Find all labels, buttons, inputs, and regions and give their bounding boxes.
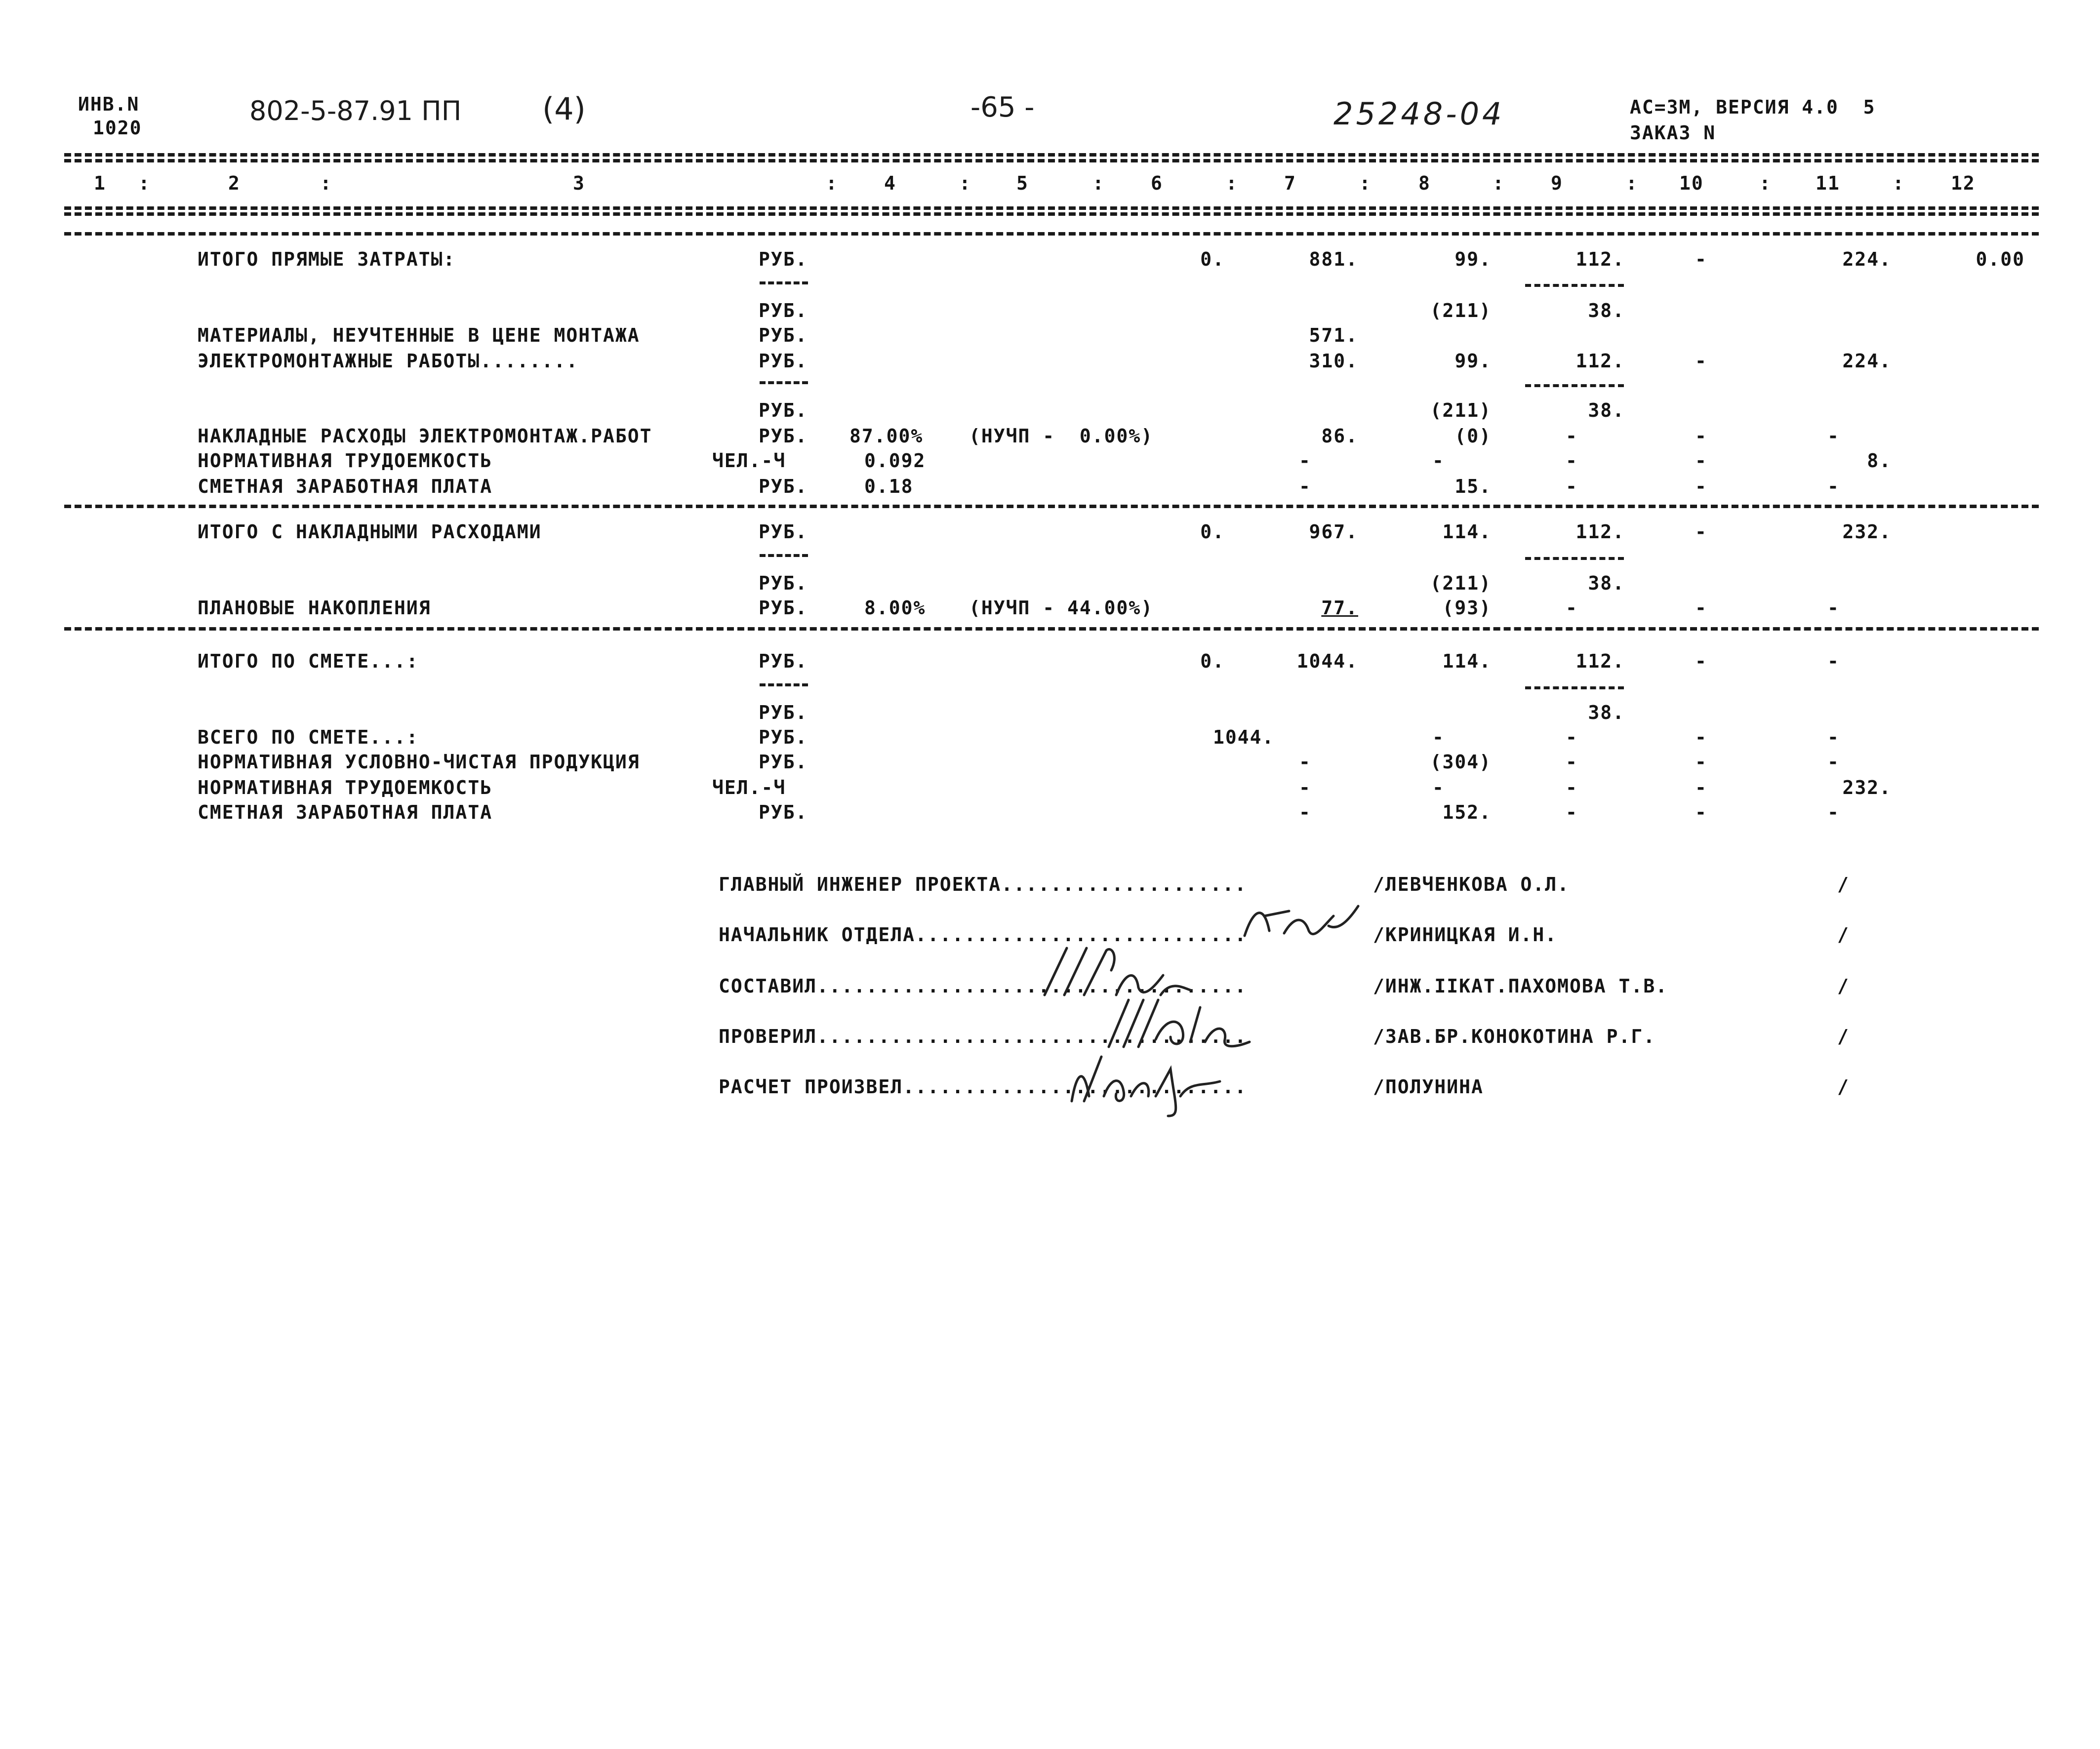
- value-col7: -: [1299, 450, 1311, 472]
- column-header: 5: [1016, 172, 1029, 194]
- unit: РУБ.: [759, 425, 808, 447]
- signature-name: /ЛЕВЧЕНКОВА О.Л.: [1373, 874, 1570, 895]
- unit: ЧЕЛ.-Ч: [712, 777, 786, 798]
- separator-line: [64, 212, 2039, 216]
- underline: [760, 381, 808, 384]
- signature-slash: /: [1837, 1076, 1850, 1098]
- value-col11: -: [1827, 751, 1840, 773]
- value-col9: 112.: [1575, 350, 1625, 372]
- value-col7: -: [1299, 751, 1311, 773]
- value-col8: (211): [1430, 300, 1492, 321]
- value-col5: (НУЧП - 0.00%): [969, 425, 1154, 447]
- signature-role: СОСТАВИЛ...................................: [719, 975, 1247, 997]
- column-divider: :: [959, 172, 971, 194]
- value-col9: 38.: [1588, 572, 1625, 594]
- signature-slash: /: [1837, 975, 1850, 997]
- unit: РУБ.: [759, 350, 808, 372]
- unit: РУБ.: [759, 597, 808, 619]
- separator-line: [64, 232, 2039, 236]
- signature-name: /ПОЛУНИНА: [1373, 1076, 1484, 1098]
- row-label: ИТОГО С НАКЛАДНЫМИ РАСХОДАМИ: [198, 521, 542, 543]
- value-col11: -: [1827, 597, 1840, 619]
- row-label: ИТОГО ПРЯМЫЕ ЗАТРАТЫ:: [198, 248, 456, 270]
- volume-mark: (4): [542, 91, 586, 127]
- column-header: 2: [228, 172, 241, 194]
- inv-label: ИНВ.N: [78, 93, 140, 115]
- value-col8: 114.: [1442, 650, 1492, 672]
- value-col8: (0): [1454, 425, 1492, 447]
- row-label: СМЕТНАЯ ЗАРАБОТНАЯ ПЛАТА: [198, 476, 493, 497]
- column-divider: :: [1092, 172, 1105, 194]
- row-label: ЭЛЕКТРОМОНТАЖНЫЕ РАБОТЫ........: [198, 350, 579, 372]
- underline: [760, 683, 808, 686]
- value-col8: (304): [1430, 751, 1492, 773]
- value-col5: (НУЧП - 44.00%): [969, 597, 1154, 619]
- inv-number: 1020: [93, 117, 142, 139]
- column-header: 12: [1951, 172, 1976, 194]
- value-col10: -: [1695, 777, 1707, 798]
- value-col9: -: [1566, 751, 1578, 773]
- value-col9: -: [1566, 726, 1578, 748]
- signature-role: ГЛАВНЫЙ ИНЖЕНЕР ПРОЕКТА....................: [719, 874, 1247, 895]
- separator-line: [64, 159, 2039, 162]
- value-col8: (211): [1430, 572, 1492, 594]
- column-divider: :: [1493, 172, 1505, 194]
- column-header: 11: [1816, 172, 1840, 194]
- row-label: НОРМАТИВНАЯ ТРУДОЕМКОСТЬ: [198, 777, 493, 798]
- value-col4: 0.092: [864, 450, 926, 472]
- column-divider: :: [1226, 172, 1238, 194]
- value-col11: -: [1827, 650, 1840, 672]
- value-col7: -: [1299, 777, 1311, 798]
- document-number: 25248-04: [1333, 96, 1505, 132]
- value-col7: 86.: [1321, 425, 1358, 447]
- column-header: 9: [1551, 172, 1563, 194]
- column-header: 8: [1418, 172, 1431, 194]
- value-col9: 38.: [1588, 702, 1625, 723]
- column-header: 3: [573, 172, 585, 194]
- signature-slash: /: [1837, 874, 1850, 895]
- value-col10: -: [1695, 476, 1707, 497]
- underline: [1525, 384, 1624, 387]
- value-col4: 0.18: [864, 476, 914, 497]
- page-number: -65 -: [970, 91, 1035, 123]
- unit: РУБ.: [759, 476, 808, 497]
- value-col4: 87.00%: [849, 425, 924, 447]
- value-col9: 38.: [1588, 399, 1625, 421]
- handwritten-signature: [1235, 896, 1363, 951]
- value-col7: -: [1299, 476, 1311, 497]
- value-col6: 0.: [1200, 650, 1225, 672]
- value-col8: (93): [1442, 597, 1492, 619]
- column-header: 7: [1284, 172, 1296, 194]
- handwritten-signature: [1062, 1047, 1230, 1121]
- column-divider: :: [1359, 172, 1372, 194]
- row-label: МАТЕРИАЛЫ, НЕУЧТЕННЫЕ В ЦЕНЕ МОНТАЖА: [198, 324, 640, 346]
- unit: РУБ.: [759, 702, 808, 723]
- unit: РУБ.: [759, 572, 808, 594]
- signature-name: /ЗАВ.БР.КОНОКОТИНА Р.Г.: [1373, 1026, 1656, 1047]
- column-divider: :: [826, 172, 838, 194]
- value-col9: -: [1566, 450, 1578, 472]
- value-col8: 99.: [1454, 248, 1492, 270]
- unit: РУБ.: [759, 248, 808, 270]
- row-label: СМЕТНАЯ ЗАРАБОТНАЯ ПЛАТА: [198, 801, 493, 823]
- value-col7: 310.: [1309, 350, 1358, 372]
- row-label: НОРМАТИВНАЯ УСЛОВНО-ЧИСТАЯ ПРОДУКЦИЯ: [198, 751, 640, 773]
- underline: [760, 554, 808, 557]
- unit: РУБ.: [759, 801, 808, 823]
- project-code: 802-5-87.91 ПП: [249, 95, 462, 126]
- value-col9: 112.: [1575, 650, 1625, 672]
- unit: РУБ.: [759, 521, 808, 543]
- column-header: 10: [1679, 172, 1704, 194]
- value-col8: -: [1432, 777, 1445, 798]
- value-col11: -: [1827, 726, 1840, 748]
- value-col10: -: [1695, 726, 1707, 748]
- column-divider: :: [1759, 172, 1772, 194]
- separator-line: [64, 505, 2039, 508]
- value-col9: -: [1566, 476, 1578, 497]
- row-label: ВСЕГО ПО СМЕТЕ...:: [198, 726, 419, 748]
- value-col8: (211): [1430, 399, 1492, 421]
- underline: [1525, 284, 1624, 287]
- value-col9: -: [1566, 597, 1578, 619]
- value-col9: 38.: [1588, 300, 1625, 321]
- signature-name: /ИНЖ.IIКАТ.ПАХОМОВА Т.В.: [1373, 975, 1668, 997]
- value-col6: 1044.: [1213, 726, 1275, 748]
- row-label: НАКЛАДНЫЕ РАСХОДЫ ЭЛЕКТРОМОНТАЖ.РАБОТ: [198, 425, 652, 447]
- value-col10: -: [1695, 751, 1707, 773]
- value-col6: 0.: [1200, 248, 1225, 270]
- order-label: ЗАКАЗ N: [1630, 122, 1716, 144]
- value-col12: 0.00: [1976, 248, 2025, 270]
- signature-slash: /: [1837, 1026, 1850, 1047]
- column-header: 6: [1151, 172, 1163, 194]
- underline: [1525, 686, 1624, 689]
- unit: РУБ.: [759, 324, 808, 346]
- column-header: 1: [94, 172, 106, 194]
- column-header: 4: [884, 172, 896, 194]
- row-label: НОРМАТИВНАЯ ТРУДОЕМКОСТЬ: [198, 450, 493, 472]
- value-col11: 224.: [1842, 248, 1892, 270]
- value-col9: -: [1566, 425, 1578, 447]
- value-col8: 152.: [1442, 801, 1492, 823]
- value-col9: -: [1566, 777, 1578, 798]
- column-divider: :: [320, 172, 332, 194]
- column-divider: :: [1626, 172, 1638, 194]
- underline: [1525, 557, 1624, 560]
- column-divider: :: [138, 172, 151, 194]
- row-label: ПЛАНОВЫЕ НАКОПЛЕНИЯ: [198, 597, 431, 619]
- underline: [760, 281, 808, 284]
- value-col11: 232.: [1842, 521, 1892, 543]
- value-col9: -: [1566, 801, 1578, 823]
- value-col7: -: [1299, 801, 1311, 823]
- unit: РУБ.: [759, 399, 808, 421]
- row-label: ИТОГО ПО СМЕТЕ...:: [198, 650, 419, 672]
- unit: РУБ.: [759, 300, 808, 321]
- separator-line: [64, 627, 2039, 631]
- value-col8: 99.: [1454, 350, 1492, 372]
- value-col11: -: [1827, 801, 1840, 823]
- value-col7: 77.: [1321, 597, 1358, 619]
- unit: РУБ.: [759, 751, 808, 773]
- value-col8: -: [1432, 726, 1445, 748]
- signature-role: ПРОВЕРИЛ...................................: [719, 1026, 1247, 1047]
- value-col11: 8.: [1867, 450, 1892, 472]
- value-col6: 0.: [1200, 521, 1225, 543]
- signature-name: /КРИНИЦКАЯ И.Н.: [1373, 924, 1558, 946]
- value-col10: -: [1695, 425, 1707, 447]
- value-col7: 967.: [1309, 521, 1358, 543]
- value-col10: -: [1695, 597, 1707, 619]
- value-col7: 571.: [1309, 324, 1358, 346]
- separator-line: [64, 206, 2039, 210]
- column-divider: :: [1893, 172, 1905, 194]
- signature-role: РАСЧЕТ ПРОИЗВЕЛ............................: [719, 1076, 1247, 1098]
- value-col8: 114.: [1442, 521, 1492, 543]
- program-version: АС=3М, ВЕРСИЯ 4.0 5: [1630, 96, 1876, 118]
- signature-slash: /: [1837, 924, 1850, 946]
- unit: РУБ.: [759, 726, 808, 748]
- value-col7: 881.: [1309, 248, 1358, 270]
- value-col11: 224.: [1842, 350, 1892, 372]
- value-col8: 15.: [1454, 476, 1492, 497]
- unit: ЧЕЛ.-Ч: [712, 450, 786, 472]
- value-col10: -: [1695, 248, 1707, 270]
- value-col10: -: [1695, 450, 1707, 472]
- value-col10: -: [1695, 650, 1707, 672]
- signature-role: НАЧАЛЬНИК ОТДЕЛА...........................: [719, 924, 1247, 946]
- value-col11: 232.: [1842, 777, 1892, 798]
- value-col8: -: [1432, 450, 1445, 472]
- unit: РУБ.: [759, 650, 808, 672]
- value-col10: -: [1695, 521, 1707, 543]
- value-col7: 1044.: [1296, 650, 1358, 672]
- value-col11: -: [1827, 425, 1840, 447]
- value-col10: -: [1695, 801, 1707, 823]
- value-col4: 8.00%: [864, 597, 926, 619]
- separator-line: [64, 153, 2039, 157]
- value-col10: -: [1695, 350, 1707, 372]
- value-col11: -: [1827, 476, 1840, 497]
- value-col9: 112.: [1575, 521, 1625, 543]
- value-col9: 112.: [1575, 248, 1625, 270]
